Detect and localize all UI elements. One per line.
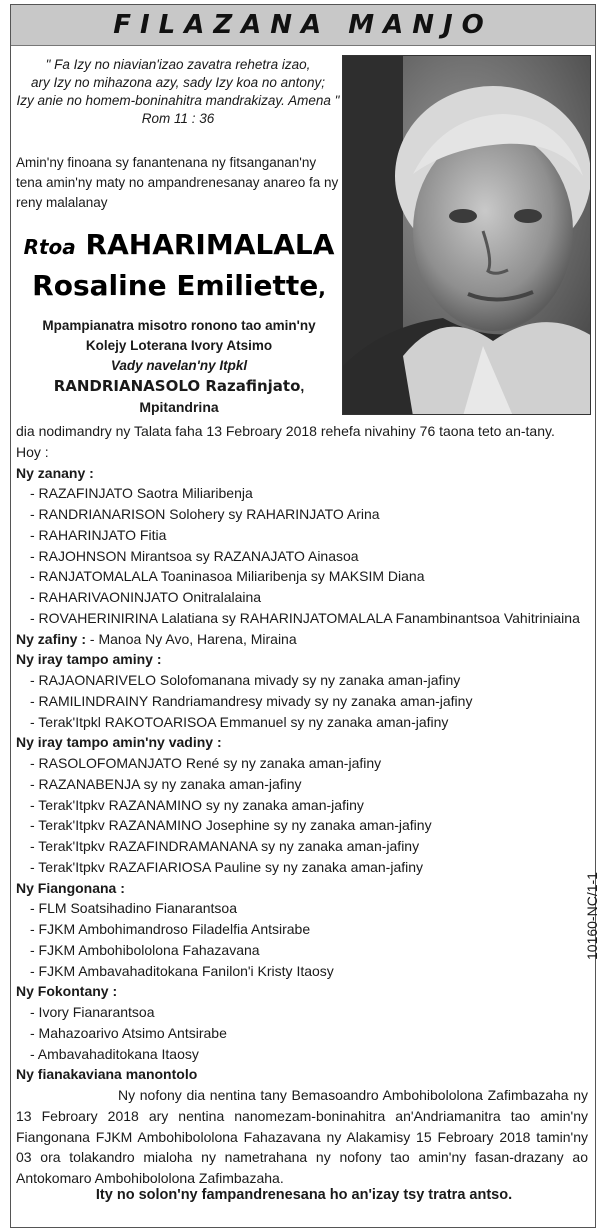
section-heading: Ny fianakaviana manontolo <box>16 1066 198 1083</box>
closing-line: Ity no solon'ny fampandrenesana ho an'izay tsy tratra antso. <box>95 1187 513 1203</box>
list-item: - Mahazoarivo Atsimo Antsirabe <box>30 1024 227 1041</box>
name-surname: RAHARIMALALA <box>85 228 335 261</box>
bible-quote <box>14 56 342 128</box>
section-heading: Ny zafiny : <box>16 630 87 647</box>
section-heading: Ny iray tampo aminy : <box>16 651 162 668</box>
spouse-suffix: , Mpitandrina <box>139 378 305 415</box>
list-item: - Ambavahaditokana Itaosy <box>30 1045 199 1062</box>
list-item: - RAHARIVAONINJATO Onitralalaina <box>30 589 262 605</box>
ad-code: 10160-NC/1-1 <box>584 872 600 960</box>
role-line: Kolejy Loterana Ivory Atsimo <box>85 338 273 353</box>
list-item: - RAJAONARIVELO Solofomanana mivady sy ny zanaka aman-jafiny <box>30 672 461 688</box>
role-line: Vady navelan'ny Itpkl <box>110 358 248 373</box>
list-item: - RAJOHNSON Mirantsoa sy RAZANAJATO Ainasoa <box>30 547 359 564</box>
portrait-image <box>343 56 591 415</box>
notice-body <box>16 421 588 1189</box>
list-item: - RAHARINJATO Fitia <box>30 526 167 543</box>
list-item: - FJKM Ambohimandroso Filadelfia Antsirabe <box>30 921 311 937</box>
list-item: - RANDRIANARISON Solohery sy RAHARINJATO Arina <box>30 506 380 522</box>
intro-text: Amin'ny finoana sy fanantenana ny fitsanganan'ny tena amin'ny maty no ampandrenesanay anareo fa ny reny malalanay <box>16 155 339 210</box>
spouse-name-bold: RANDRIANASOLO Razafinjato <box>53 377 301 395</box>
hoy-label: Hoy : <box>16 443 49 460</box>
list-item: - RAMILINDRAINY Randriamandresy mivady sy ny zanaka aman-jafiny <box>30 692 473 709</box>
list-item: - RANJATOMALALA Toaninasoa Miliaribenja sy MAKSIM Diana <box>30 568 425 585</box>
deceased-role <box>14 316 344 418</box>
list-item: - FJKM Ambohibololona Fahazavana <box>30 941 260 958</box>
list-item: - RAZANABENJA sy ny zanaka aman-jafiny <box>30 775 302 792</box>
quote-line: Izy anie no homem-boninahitra mandrakizay. Amena " <box>16 93 340 108</box>
list-item: - FJKM Ambavahaditokana Fanilon'i Kristy Itaosy <box>30 962 334 979</box>
name-given: Rosaline Emiliette <box>32 269 319 302</box>
death-notice: dia nodimandry ny Talata faha 13 Febroary 2018 rehefa nivahiny 76 taona teto an-tany. <box>16 423 555 439</box>
deceased-photo <box>342 55 591 415</box>
notice-header: FILAZANA MANJO <box>11 5 595 46</box>
list-item: - Terak'Itpkv RAZAFIARIOSA Pauline sy ny zanaka aman-jafiny <box>30 858 424 875</box>
spouse-name <box>14 376 344 418</box>
section-heading: Ny zanany : <box>16 464 94 481</box>
quote-line: ary Izy no mihazona azy, sady Izy koa no antony; <box>31 75 325 90</box>
quote-reference: Rom 11 : 36 <box>141 111 215 126</box>
list-item: - RASOLOFOMANJATO René sy ny zanaka aman-jafiny <box>30 755 382 771</box>
section-heading: Ny Fokontany : <box>16 983 118 1000</box>
list-item: - ROVAHERINIRINA Lalatiana sy RAHARINJATOMALALA Fanambinantsoa Vahitriniaina <box>30 609 580 626</box>
section-heading: Ny Fiangonana : <box>16 879 125 896</box>
section-heading: Ny iray tampo amin'ny vadiny : <box>16 734 222 751</box>
zafiny-row <box>16 629 588 650</box>
name-title: Rtoa <box>23 235 76 259</box>
quote-line: " Fa Izy no niavian'izao zavatra rehetra izao, <box>45 57 311 72</box>
list-item: - Terak'Itpkv RAZANAMINO sy ny zanaka aman-jafiny <box>30 796 364 813</box>
name-comma: , <box>318 276 326 300</box>
zafiny-text: - Manoa Ny Avo, Harena, Miraina <box>86 630 297 647</box>
funeral-paragraph: Ny nofony dia nentina tany Bemasoandro Ambohibololona Zafimbazaha ny 13 Febroary 2018 ary nentina nanomezam-boninahitra an'Andriamanitra tao amin'ny Fiangonana FJKM Ambohibololona Fahazavana ny Alakamisy 15 Febroary 2018 tamin'ny 03 ora tolakandro mialoha ny nametrahana ny nofony tao amin'ny fasan-drazany ao Antokomaro Ambohibololona Zafimbazaha. <box>16 1087 588 1186</box>
list-item: - RAZAFINJATO Saotra Miliaribenja <box>30 485 253 502</box>
role-line: Mpampianatra misotro ronono tao amin'ny <box>42 318 316 333</box>
list-item: - Terak'Itpkv RAZANAMINO Josephine sy ny zanaka aman-jafiny <box>30 817 432 834</box>
list-item: - Terak'Itpkv RAZAFINDRAMANANA sy ny zanaka aman-jafiny <box>30 838 420 854</box>
deceased-name <box>14 226 344 308</box>
list-item: - FLM Soatsihadino Fianarantsoa <box>30 900 237 917</box>
list-item: - Terak'Itpkl RAKOTOARISOA Emmanuel sy ny zanaka aman-jafiny <box>30 713 449 730</box>
list-item: - Ivory Fianarantsoa <box>30 1004 155 1020</box>
